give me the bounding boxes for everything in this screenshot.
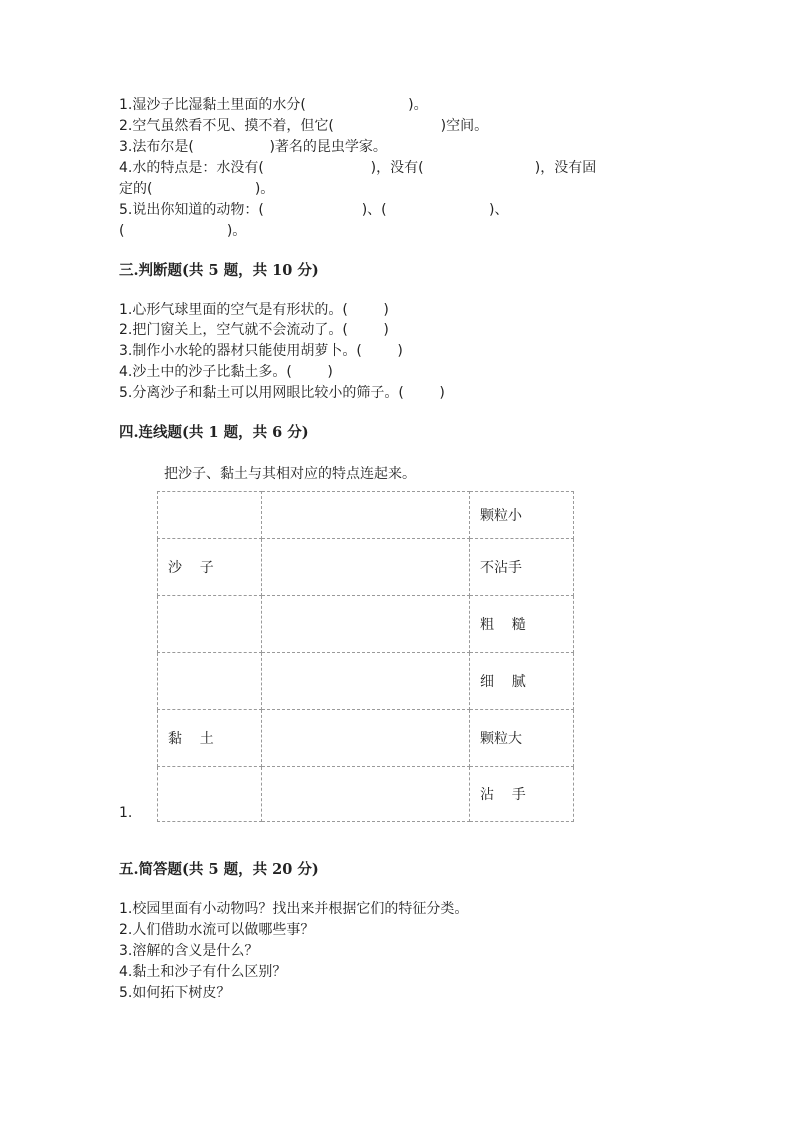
fill-in-item-5-cont: ( )。 [119,223,247,239]
fill-in-item-1: 1.湿沙子比湿黏土里面的水分( )。 [119,97,428,113]
fill-in-item-4: 4.水的特点是：水没有( )，没有( )，没有固 [119,160,597,176]
matching-instruction: 把沙子、黏土与其相对应的特点连起来。 [164,466,416,482]
matching-connect-cell[interactable] [262,710,470,767]
matching-left-cell [158,767,262,822]
section-heading-short-answer: 五.简答题(共 5 题，共 20 分) [119,861,319,878]
matching-connect-cell[interactable] [262,596,470,653]
matching-row [158,653,574,710]
matching-connect-cell[interactable] [262,767,470,822]
judgement-item-5: 5.分离沙子和黏土可以用网眼比较小的筛子。( ) [119,385,445,401]
matching-row [158,596,574,653]
short-answer-item-5: 5.如何拓下树皮？ [119,985,231,1001]
fill-in-item-4-cont: 定的( )。 [119,181,275,197]
matching-connect-cell[interactable] [262,492,470,539]
matching-right-cell: 细 腻 [470,653,574,710]
matching-right-cell: 粗 糙 [470,596,574,653]
matching-right-cell: 颗粒小 [470,492,574,539]
short-answer-item-1: 1.校园里面有小动物吗？找出来并根据它们的特征分类。 [119,901,469,917]
matching-left-cell [158,653,262,710]
matching-row [158,767,574,822]
short-answer-item-2: 2.人们借助水流可以做哪些事？ [119,922,315,938]
judgement-item-1: 1.心形气球里面的空气是有形状的。( ) [119,302,389,318]
matching-question-number: 1. [119,805,133,821]
matching-right-cell: 沾 手 [470,767,574,822]
matching-connect-cell[interactable] [262,653,470,710]
matching-row [158,710,574,767]
matching-left-cell [158,492,262,539]
matching-right-cell: 颗粒大 [470,710,574,767]
fill-in-item-2: 2.空气虽然看不见、摸不着，但它( )空间。 [119,118,489,134]
matching-table [157,491,574,822]
short-answer-item-4: 4.黏土和沙子有什么区别？ [119,964,287,980]
judgement-item-4: 4.沙土中的沙子比黏土多。( ) [119,364,333,380]
section-heading-matching: 四.连线题(共 1 题，共 6 分) [119,424,309,441]
section-heading-judgement: 三.判断题(共 5 题，共 10 分) [119,262,319,279]
matching-left-cell: 黏 土 [158,710,262,767]
matching-right-cell: 不沾手 [470,539,574,596]
fill-in-item-3: 3.法布尔是( )著名的昆虫学家。 [119,139,387,155]
matching-left-cell: 沙 子 [158,539,262,596]
matching-row [158,492,574,539]
judgement-item-2: 2.把门窗关上，空气就不会流动了。( ) [119,322,389,338]
short-answer-item-3: 3.溶解的含义是什么？ [119,943,259,959]
judgement-item-3: 3.制作小水轮的器材只能使用胡萝卜。( ) [119,343,403,359]
fill-in-item-5: 5.说出你知道的动物：( )、( )、 [119,202,509,218]
matching-connect-cell[interactable] [262,539,470,596]
matching-left-cell [158,596,262,653]
matching-row [158,539,574,596]
